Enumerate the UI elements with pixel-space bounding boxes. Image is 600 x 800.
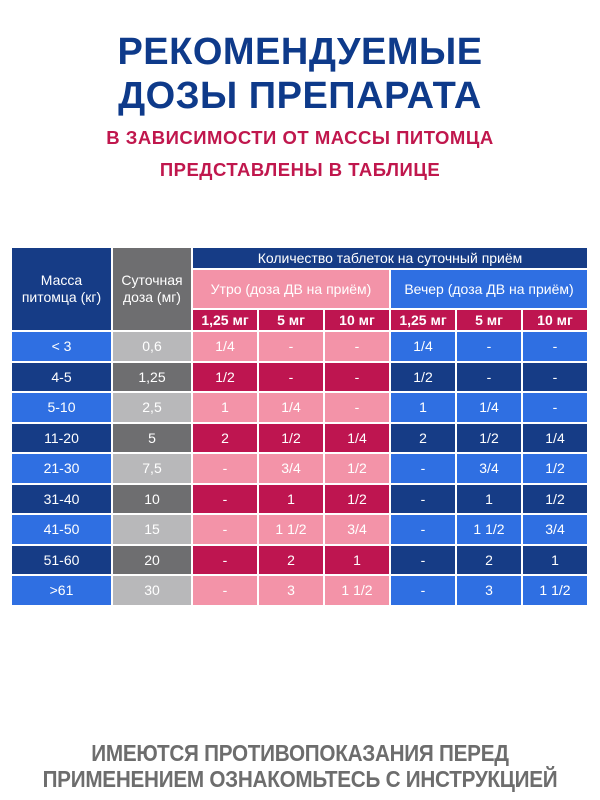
morning-tablets-cell: 1	[325, 546, 389, 575]
morning-tablets-cell: -	[259, 332, 323, 361]
morning-tablets-cell: -	[325, 363, 389, 392]
table-row	[12, 485, 587, 514]
pet-mass-cell: 11-20	[12, 424, 111, 453]
page-title	[0, 30, 600, 118]
evening-tablets-cell: -	[391, 546, 455, 575]
morning-tablets-cell: 1/2	[325, 454, 389, 483]
evening-tablets-cell: 2	[391, 424, 455, 453]
morning-tablets-cell: 1/2	[193, 363, 257, 392]
daily-dose-cell: 20	[113, 546, 191, 575]
morning-tablets-cell: -	[193, 515, 257, 544]
table-row	[12, 454, 587, 483]
daily-dose-cell: 10	[113, 485, 191, 514]
page-subtitle	[0, 122, 600, 186]
morning-tablets-cell: 3	[259, 576, 323, 605]
morning-tablets-cell: 2	[193, 424, 257, 453]
header-pet-mass: Масса питомца (кг)	[12, 248, 111, 330]
evening-tablets-cell: -	[523, 363, 587, 392]
evening-tablets-cell: -	[523, 393, 587, 422]
notice-line-2: ПРИМЕНЕНИЕМ ОЗНАКОМЬТЕСЬ С ИНСТРУКЦИЕЙ	[42, 766, 558, 792]
header-evening: Вечер (доза ДВ на приём)	[391, 270, 587, 308]
table-row	[12, 424, 587, 453]
pet-mass-cell: 51-60	[12, 546, 111, 575]
table-row	[12, 363, 587, 392]
notice-line-1: ИМЕЮТСЯ ПРОТИВОПОКАЗАНИЯ ПЕРЕД	[91, 740, 509, 766]
evening-tablets-cell: -	[391, 576, 455, 605]
evening-tablets-cell: 1/4	[457, 393, 521, 422]
evening-tablets-cell: 3/4	[523, 515, 587, 544]
evening-tablets-cell: 1/2	[523, 485, 587, 514]
page-subtitle-line-2: ПРЕДСТАВЛЕНЫ В ТАБЛИЦЕ	[159, 159, 441, 180]
evening-tablets-cell: 1	[523, 546, 587, 575]
morning-tablets-cell: 1/2	[325, 485, 389, 514]
pet-mass-cell: 5-10	[12, 393, 111, 422]
header-evening-dose-1-25: 1,25 мг	[391, 310, 455, 330]
page-title-line-2: ДОЗЫ ПРЕПАРАТА	[118, 75, 482, 117]
daily-dose-cell: 15	[113, 515, 191, 544]
daily-dose-cell: 7,5	[113, 454, 191, 483]
morning-tablets-cell: -	[193, 485, 257, 514]
dosage-table	[10, 246, 589, 607]
evening-tablets-cell: -	[523, 332, 587, 361]
evening-tablets-cell: 1/2	[391, 363, 455, 392]
morning-tablets-cell: 1/4	[259, 393, 323, 422]
table-row	[12, 393, 587, 422]
table-row	[12, 546, 587, 575]
morning-tablets-cell: 2	[259, 546, 323, 575]
header-morning: Утро (доза ДВ на приём)	[193, 270, 389, 308]
evening-tablets-cell: 3	[457, 576, 521, 605]
daily-dose-cell: 30	[113, 576, 191, 605]
table-row	[12, 576, 587, 605]
daily-dose-cell: 2,5	[113, 393, 191, 422]
page-subtitle-line-1: В ЗАВИСИМОСТИ ОТ МАССЫ ПИТОМЦА	[106, 127, 494, 148]
pet-mass-cell: 41-50	[12, 515, 111, 544]
morning-tablets-cell: 1	[193, 393, 257, 422]
evening-tablets-cell: 1	[391, 393, 455, 422]
pet-mass-cell: >61	[12, 576, 111, 605]
morning-tablets-cell: -	[325, 393, 389, 422]
morning-tablets-cell: -	[193, 454, 257, 483]
header-daily-dose: Суточная доза (мг)	[113, 248, 191, 330]
header-evening-dose-10: 10 мг	[523, 310, 587, 330]
evening-tablets-cell: -	[391, 485, 455, 514]
morning-tablets-cell: -	[193, 576, 257, 605]
evening-tablets-cell: 1/2	[523, 454, 587, 483]
header-evening-dose-5: 5 мг	[457, 310, 521, 330]
evening-tablets-cell: 1	[457, 485, 521, 514]
evening-tablets-cell: 1/2	[457, 424, 521, 453]
header-tablets-per-day: Количество таблеток на суточный приём	[193, 248, 587, 268]
morning-tablets-cell: -	[259, 363, 323, 392]
morning-tablets-cell: 1 1/2	[325, 576, 389, 605]
header-morning-dose-10: 10 мг	[325, 310, 389, 330]
evening-tablets-cell: -	[391, 515, 455, 544]
evening-tablets-cell: -	[457, 332, 521, 361]
table-row	[12, 332, 587, 361]
table-row	[12, 515, 587, 544]
page-title-line-1: РЕКОМЕНДУЕМЫЕ	[117, 31, 483, 73]
morning-tablets-cell: 1/2	[259, 424, 323, 453]
evening-tablets-cell: 1 1/2	[457, 515, 521, 544]
daily-dose-cell: 5	[113, 424, 191, 453]
morning-tablets-cell: -	[325, 332, 389, 361]
morning-tablets-cell: 1 1/2	[259, 515, 323, 544]
morning-tablets-cell: 3/4	[325, 515, 389, 544]
evening-tablets-cell: 1/4	[391, 332, 455, 361]
pet-mass-cell: < 3	[12, 332, 111, 361]
contraindications-notice	[30, 740, 570, 792]
evening-tablets-cell: 1 1/2	[523, 576, 587, 605]
daily-dose-cell: 0,6	[113, 332, 191, 361]
evening-tablets-cell: 1/4	[523, 424, 587, 453]
evening-tablets-cell: -	[391, 454, 455, 483]
morning-tablets-cell: 1	[259, 485, 323, 514]
morning-tablets-cell: -	[193, 546, 257, 575]
evening-tablets-cell: -	[457, 363, 521, 392]
header-morning-dose-5: 5 мг	[259, 310, 323, 330]
pet-mass-cell: 31-40	[12, 485, 111, 514]
pet-mass-cell: 21-30	[12, 454, 111, 483]
daily-dose-cell: 1,25	[113, 363, 191, 392]
evening-tablets-cell: 3/4	[457, 454, 521, 483]
pet-mass-cell: 4-5	[12, 363, 111, 392]
morning-tablets-cell: 3/4	[259, 454, 323, 483]
evening-tablets-cell: 2	[457, 546, 521, 575]
morning-tablets-cell: 1/4	[193, 332, 257, 361]
header-morning-dose-1-25: 1,25 мг	[193, 310, 257, 330]
morning-tablets-cell: 1/4	[325, 424, 389, 453]
